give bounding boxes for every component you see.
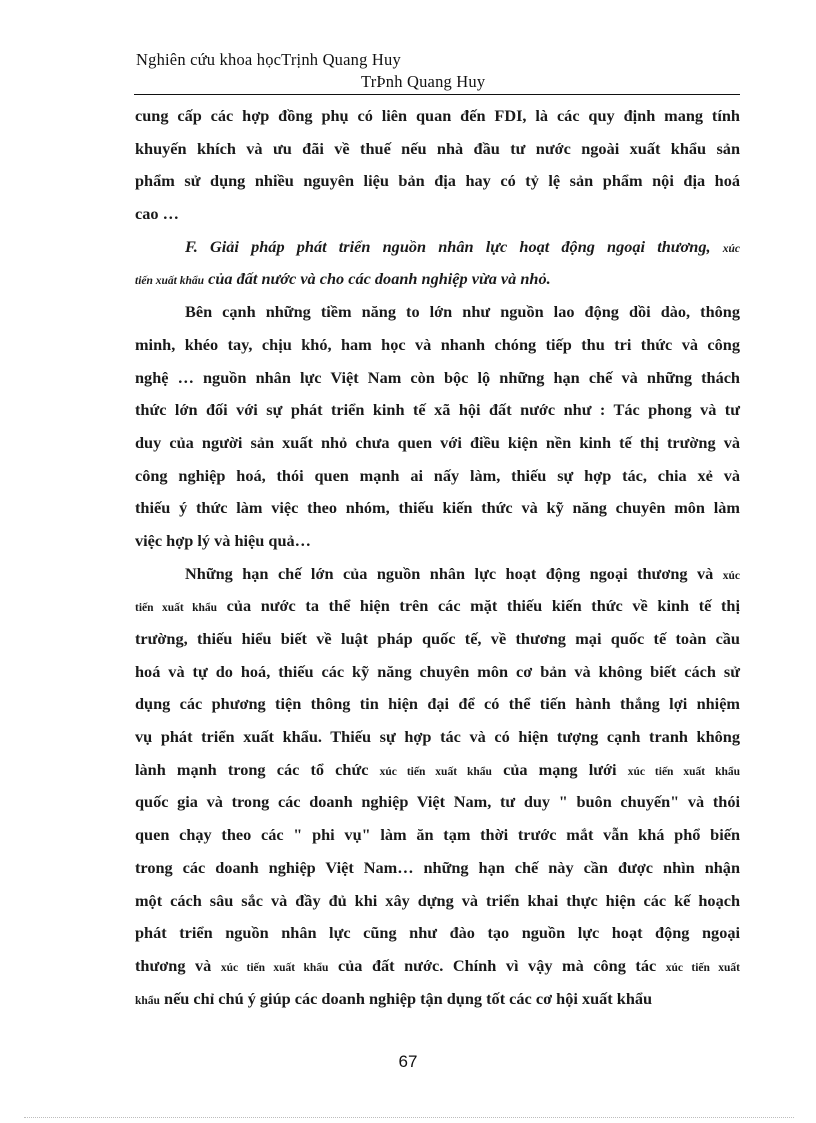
text-line: thức lớn đối với sự phát triển kinh tế xã hội đất nước như : Tác phong và tư [135,400,740,420]
text-line: minh, khéo tay, chịu khó, ham học và nhanh chóng tiếp thu tri thức và công [135,334,740,354]
text-line: hoá và tự do hoá, thiếu các kỹ năng chuyên môn cơ bản và không biết cách sử [135,661,740,681]
text-line: lành mạnh trong các tổ chức xúc tiến xuất khẩu của mạng lưới xúc tiến xuất khẩu [135,759,741,779]
text-line: phẩm sử dụng nhiều nguyên liệu bản địa hay có tỷ lệ sản phẩm nội địa hoá [135,171,740,191]
text-line: công nghiệp hoá, thói quen mạnh ai nấy làm, thiếu sự hợp tác, chia xẻ và [135,465,740,485]
text-line: thiếu ý thức làm việc theo nhóm, thiếu kiến thức và kỹ năng chuyên môn làm [135,498,740,518]
text-line: khẩu nếu chỉ chú ý giúp các doanh nghiệp tận dụng tốt các cơ hội xuất khẩu [135,988,653,1008]
text-line: quốc gia và trong các doanh nghiệp Việt Nam, tư duy " buôn chuyến" và thói [135,792,740,812]
page-number: 67 [398,1052,418,1071]
page-bottom-divider [24,1117,794,1118]
text-line: tiến xuất khẩu của nước ta thể hiện trên các mặt thiếu kiến thức về kinh tế thị [135,596,740,616]
text-line: một cách sâu sắc và đầy đủ khi xây dựng và triển khai thực hiện các kế hoạch [135,890,740,910]
text-line: phát triển nguồn nhân lực cũng như đào tạo nguồn lực hoạt động ngoại [135,923,740,943]
text-line: cung cấp các hợp đồng phụ có liên quan đến FDI, là các quy định mang tính [135,106,740,125]
text-line: nghệ … nguồn nhân lực Việt Nam còn bộc lộ những hạn chế và những thách [135,367,740,387]
section-heading-line: F. Giải pháp phát triển nguồn nhân lực hoạt động ngoại thương, xúc [185,236,740,256]
running-header-line-1: Nghiên cứu khoa họcTrịnh Quang Huy [136,50,401,69]
text-line: việc hợp lý và hiệu quả… [135,530,311,550]
text-line: khuyến khích và ưu đãi về thuế nếu nhà đầu tư nước ngoài xuất khẩu sản [135,138,740,158]
text-line: duy của người sản xuất nhỏ chưa quen với điều kiện nền kinh tế thị trường và [135,432,740,452]
text-line: thương và xúc tiến xuất khẩu của đất nước. Chính vì vậy mà công tác xúc tiến xuất [135,955,741,975]
section-heading-line: tiến xuất khẩu của đất nước và cho các doanh nghiệp vừa và nhỏ. [135,269,551,289]
running-header-line-2: TrÞnh Quang Huy [361,72,486,91]
header-rule [134,94,740,95]
text-line: Bên cạnh những tiềm năng to lớn như nguồn lao động dồi dào, thông [185,302,740,322]
text-line: quen chạy theo các " phi vụ" làm ăn tạm thời trước mắt vẫn khá phổ biến [135,825,740,845]
text-line: dụng các phương tiện thông tin hiện đại để có thể tiến hành thắng lợi nhiệm [135,694,740,714]
text-line: trong các doanh nghiệp Việt Nam… những hạn chế này cần được nhìn nhận [135,857,740,877]
text-line: vụ phát triển xuất khẩu. Thiếu sự hợp tác và có hiện tượng cạnh tranh không [135,727,740,747]
text-line: Những hạn chế lớn của nguồn nhân lực hoạt động ngoại thương và xúc [185,563,740,583]
text-line: trường, thiếu hiểu biết về luật pháp quốc tế, về thương mại quốc tế toàn cầu [135,629,740,648]
text-line: cao … [135,204,179,224]
body-text [135,100,740,1015]
